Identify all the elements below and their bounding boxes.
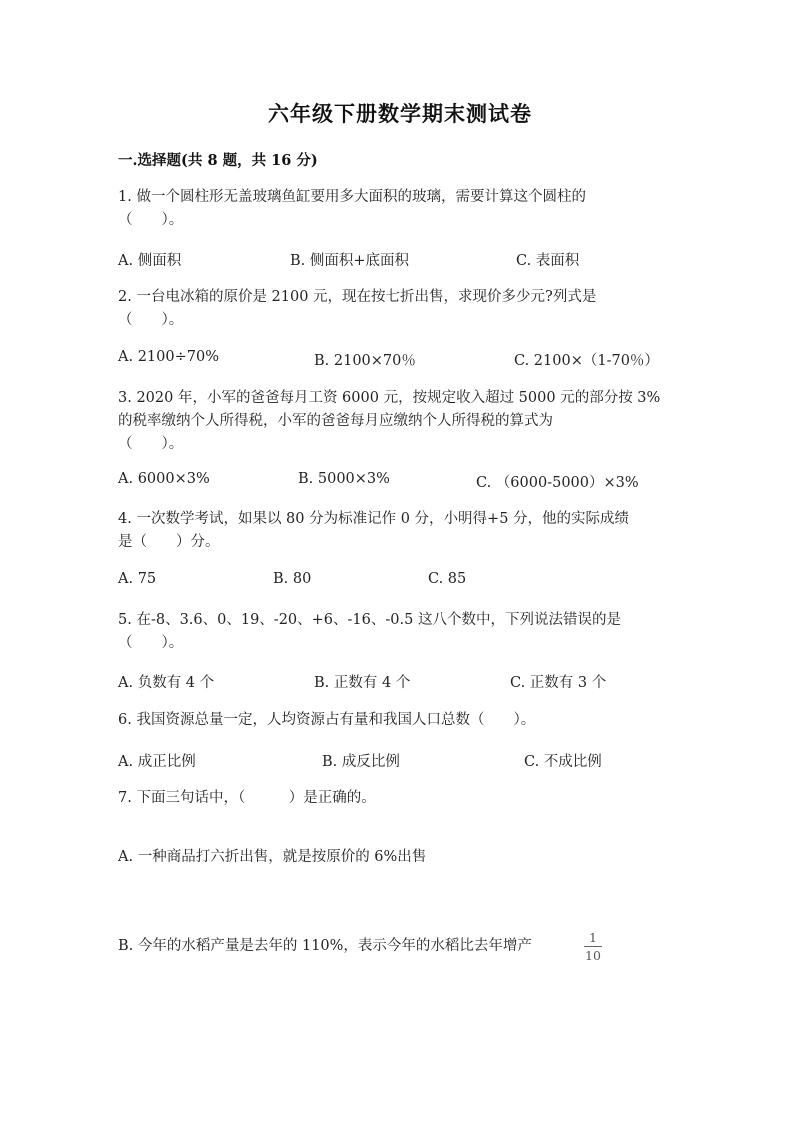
- option-a: A. 75: [118, 571, 157, 587]
- option-c: C. （6000-5000）×3%: [476, 475, 639, 491]
- option-c: C. 85: [428, 571, 467, 587]
- question-line: 5. 在-8、3.6、0、19、-20、+6、-16、-0.5 这八个数中，下列说法错误的是: [118, 612, 621, 628]
- question-line: 4. 一次数学考试，如果以 80 分为标准记作 0 分，小明得+5 分，他的实际成绩: [118, 511, 630, 527]
- option-b: B. 2100×70％: [314, 353, 416, 369]
- fraction-denominator: 10: [585, 948, 601, 963]
- fraction-numerator: 1: [584, 930, 602, 947]
- option-b: B. 80: [273, 571, 312, 587]
- option-c: C. 正数有 3 个: [510, 675, 607, 691]
- section-heading: 一.选择题(共 8 题，共 16 分): [118, 152, 318, 169]
- question-line: 7. 下面三句话中，（ ）是正确的。: [118, 790, 376, 806]
- question-4: [118, 508, 678, 554]
- question-2: [118, 286, 678, 332]
- option-a: A. 2100÷70%: [118, 349, 219, 365]
- option-b: B. 成反比例: [322, 754, 400, 770]
- question-line: （ ）。: [118, 635, 184, 651]
- option-a: A. 负数有 4 个: [118, 675, 215, 691]
- option-c: C. 不成比例: [524, 754, 602, 770]
- question-6: [118, 709, 678, 732]
- option-a: A. 一种商品打六折出售，就是按原价的 6%出售: [118, 849, 427, 865]
- fraction-one-tenth: [584, 930, 602, 963]
- question-line: （ ）。: [118, 212, 184, 228]
- option-a: A. 6000×3%: [118, 471, 210, 487]
- question-1: [118, 186, 678, 232]
- question-line: 1. 做一个圆柱形无盖玻璃鱼缸要用多大面积的玻璃，需要计算这个圆柱的: [118, 189, 586, 205]
- option-b: B. 正数有 4 个: [314, 675, 411, 691]
- option-b: B. 今年的水稻产量是去年的 110%，表示今年的水稻比去年增产: [118, 938, 532, 954]
- option-a: A. 侧面积: [118, 253, 182, 269]
- question-5: [118, 609, 678, 655]
- question-line: 2. 一台电冰箱的原价是 2100 元，现在按七折出售，求现价多少元?列式是: [118, 289, 597, 305]
- question-line: （ ）。: [118, 312, 184, 328]
- question-line: 6. 我国资源总量一定，人均资源占有量和我国人口总数（ ）。: [118, 712, 536, 728]
- question-line: 的税率缴纳个人所得税，小军的爸爸每月应缴纳个人所得税的算式为: [118, 413, 553, 429]
- question-7: [118, 787, 678, 810]
- question-line: （ ）。: [118, 436, 184, 452]
- option-b: B. 侧面积+底面积: [290, 253, 410, 269]
- option-c: C. 2100×（1-70％）: [514, 353, 659, 369]
- page-title: 六年级下册数学期末测试卷: [268, 101, 532, 126]
- question-line: 是（ ）分。: [118, 534, 220, 550]
- option-b: B. 5000×3%: [298, 471, 390, 487]
- option-a: A. 成正比例: [118, 754, 196, 770]
- question-line: 3. 2020 年，小军的爸爸每月工资 6000 元，按规定收入超过 5000 元的部分按 3%: [118, 390, 661, 406]
- option-c: C. 表面积: [516, 253, 580, 269]
- question-3: [118, 387, 678, 456]
